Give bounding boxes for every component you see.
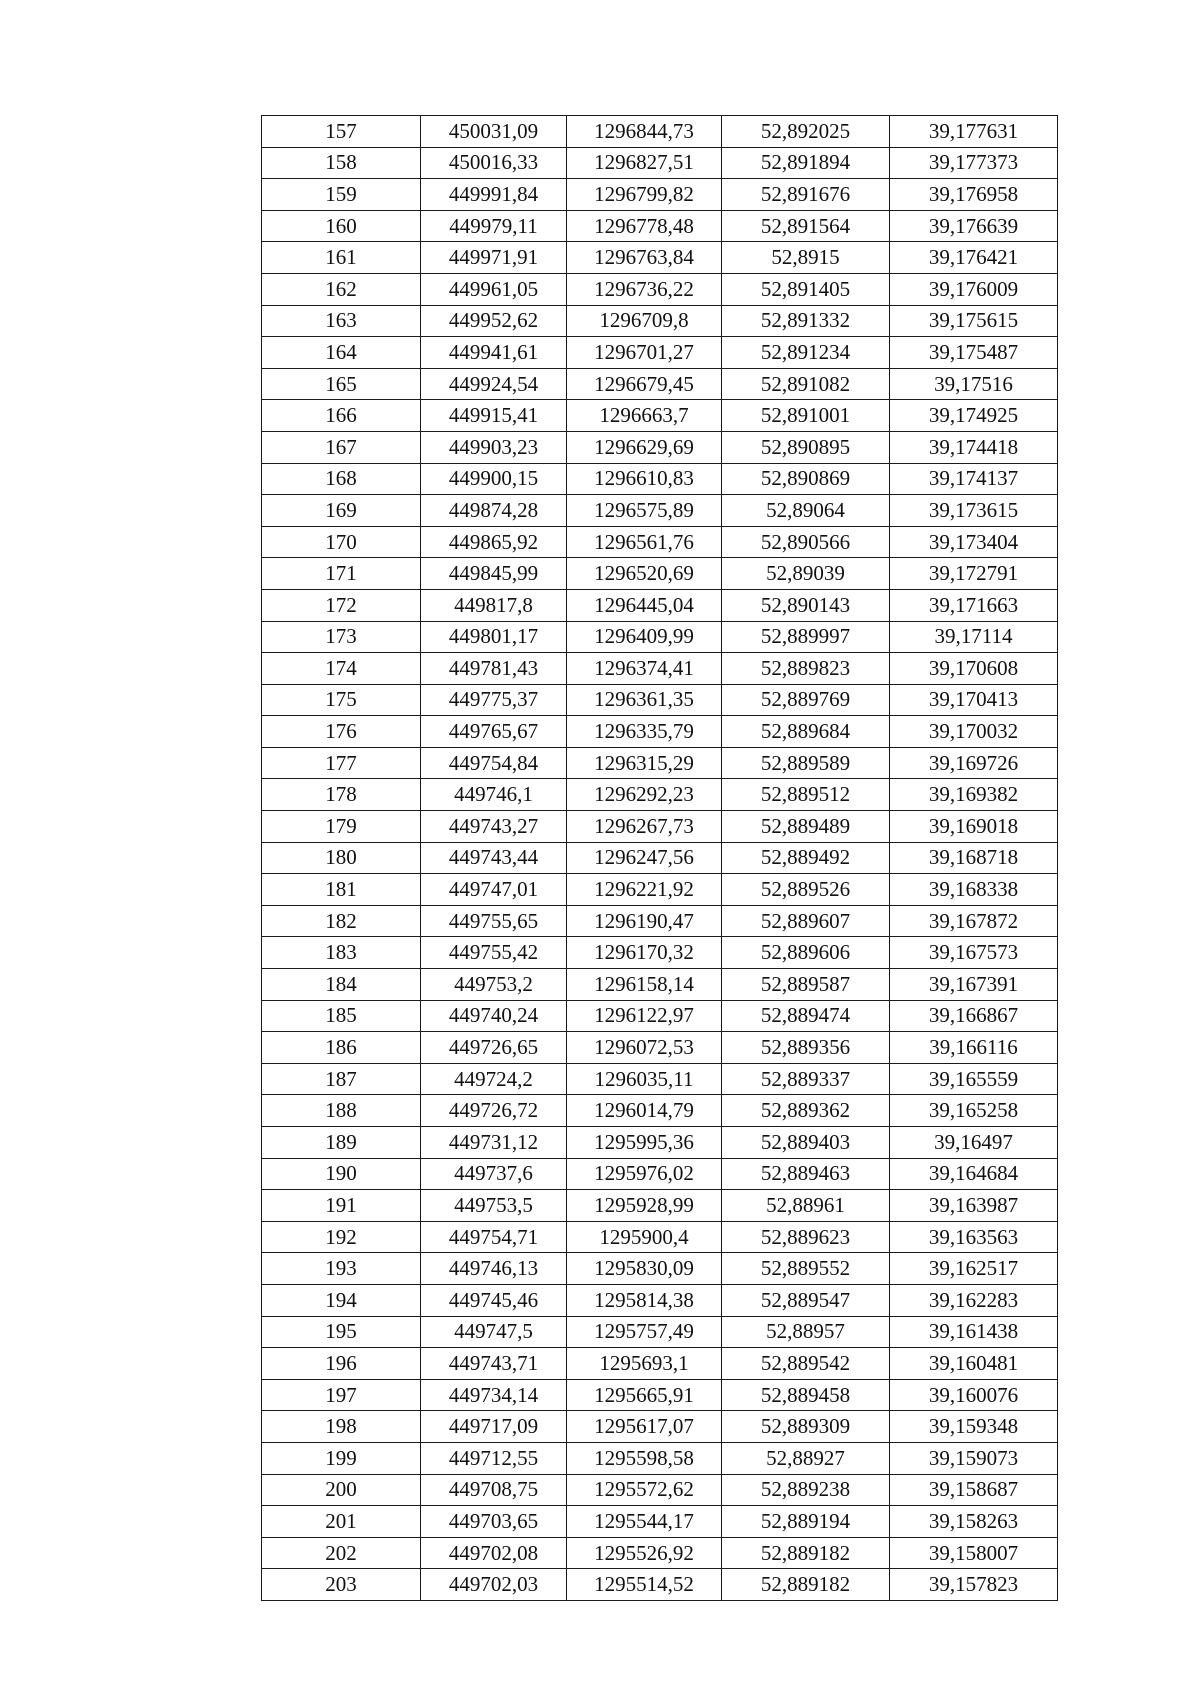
point-number-cell: 187 (262, 1063, 421, 1095)
y-coordinate-cell: 1296335,79 (567, 716, 722, 748)
x-coordinate-cell: 449817,8 (421, 589, 567, 621)
coordinates-table-body (262, 116, 1058, 1601)
table-row (262, 116, 1058, 148)
y-coordinate-cell: 1296679,45 (567, 368, 722, 400)
point-number-cell: 181 (262, 874, 421, 906)
y-coordinate-cell: 1296221,92 (567, 874, 722, 906)
latitude-cell: 52,889463 (722, 1158, 890, 1190)
longitude-cell: 39,162283 (890, 1284, 1058, 1316)
latitude-cell: 52,889547 (722, 1284, 890, 1316)
y-coordinate-cell: 1296035,11 (567, 1063, 722, 1095)
y-coordinate-cell: 1296844,73 (567, 116, 722, 148)
table-row (262, 684, 1058, 716)
point-number-cell: 194 (262, 1284, 421, 1316)
y-coordinate-cell: 1296315,29 (567, 747, 722, 779)
x-coordinate-cell: 449726,72 (421, 1095, 567, 1127)
latitude-cell: 52,889997 (722, 621, 890, 653)
latitude-cell: 52,891676 (722, 179, 890, 211)
table-row (262, 368, 1058, 400)
y-coordinate-cell: 1296158,14 (567, 969, 722, 1001)
point-number-cell: 173 (262, 621, 421, 653)
y-coordinate-cell: 1296629,69 (567, 431, 722, 463)
point-number-cell: 176 (262, 716, 421, 748)
longitude-cell: 39,159348 (890, 1411, 1058, 1443)
y-coordinate-cell: 1296575,89 (567, 495, 722, 527)
x-coordinate-cell: 449753,5 (421, 1190, 567, 1222)
longitude-cell: 39,169726 (890, 747, 1058, 779)
x-coordinate-cell: 449754,84 (421, 747, 567, 779)
point-number-cell: 203 (262, 1569, 421, 1601)
latitude-cell: 52,889623 (722, 1221, 890, 1253)
longitude-cell: 39,168338 (890, 874, 1058, 906)
longitude-cell: 39,166116 (890, 1032, 1058, 1064)
point-number-cell: 199 (262, 1442, 421, 1474)
y-coordinate-cell: 1296292,23 (567, 779, 722, 811)
longitude-cell: 39,174418 (890, 431, 1058, 463)
latitude-cell: 52,8915 (722, 242, 890, 274)
table-row (262, 1316, 1058, 1348)
table-row (262, 1411, 1058, 1443)
longitude-cell: 39,167573 (890, 937, 1058, 969)
point-number-cell: 200 (262, 1474, 421, 1506)
point-number-cell: 163 (262, 305, 421, 337)
table-row (262, 1506, 1058, 1538)
longitude-cell: 39,173404 (890, 526, 1058, 558)
latitude-cell: 52,89064 (722, 495, 890, 527)
x-coordinate-cell: 449915,41 (421, 400, 567, 432)
x-coordinate-cell: 449991,84 (421, 179, 567, 211)
x-coordinate-cell: 449903,23 (421, 431, 567, 463)
x-coordinate-cell: 449865,92 (421, 526, 567, 558)
x-coordinate-cell: 449746,13 (421, 1253, 567, 1285)
longitude-cell: 39,173615 (890, 495, 1058, 527)
y-coordinate-cell: 1296701,27 (567, 337, 722, 369)
point-number-cell: 159 (262, 179, 421, 211)
table-row (262, 558, 1058, 590)
y-coordinate-cell: 1295544,17 (567, 1506, 722, 1538)
latitude-cell: 52,891564 (722, 210, 890, 242)
x-coordinate-cell: 449747,01 (421, 874, 567, 906)
table-row (262, 495, 1058, 527)
point-number-cell: 162 (262, 273, 421, 305)
latitude-cell: 52,89039 (722, 558, 890, 590)
point-number-cell: 175 (262, 684, 421, 716)
y-coordinate-cell: 1296409,99 (567, 621, 722, 653)
table-row (262, 1348, 1058, 1380)
latitude-cell: 52,88957 (722, 1316, 890, 1348)
y-coordinate-cell: 1295598,58 (567, 1442, 722, 1474)
y-coordinate-cell: 1296361,35 (567, 684, 722, 716)
longitude-cell: 39,162517 (890, 1253, 1058, 1285)
latitude-cell: 52,889362 (722, 1095, 890, 1127)
x-coordinate-cell: 449703,65 (421, 1506, 567, 1538)
table-row (262, 842, 1058, 874)
x-coordinate-cell: 449845,99 (421, 558, 567, 590)
latitude-cell: 52,889458 (722, 1379, 890, 1411)
point-number-cell: 198 (262, 1411, 421, 1443)
table-row (262, 779, 1058, 811)
longitude-cell: 39,174137 (890, 463, 1058, 495)
point-number-cell: 165 (262, 368, 421, 400)
latitude-cell: 52,890566 (722, 526, 890, 558)
point-number-cell: 201 (262, 1506, 421, 1538)
x-coordinate-cell: 449979,11 (421, 210, 567, 242)
table-row (262, 1000, 1058, 1032)
x-coordinate-cell: 449717,09 (421, 1411, 567, 1443)
longitude-cell: 39,159073 (890, 1442, 1058, 1474)
table-row (262, 210, 1058, 242)
x-coordinate-cell: 449702,08 (421, 1537, 567, 1569)
table-row (262, 874, 1058, 906)
longitude-cell: 39,170413 (890, 684, 1058, 716)
y-coordinate-cell: 1295830,09 (567, 1253, 722, 1285)
x-coordinate-cell: 449731,12 (421, 1127, 567, 1159)
latitude-cell: 52,889512 (722, 779, 890, 811)
point-number-cell: 196 (262, 1348, 421, 1380)
latitude-cell: 52,891234 (722, 337, 890, 369)
y-coordinate-cell: 1296610,83 (567, 463, 722, 495)
longitude-cell: 39,170608 (890, 653, 1058, 685)
longitude-cell: 39,172791 (890, 558, 1058, 590)
table-row (262, 431, 1058, 463)
table-row (262, 1127, 1058, 1159)
point-number-cell: 193 (262, 1253, 421, 1285)
table-row (262, 337, 1058, 369)
y-coordinate-cell: 1296663,7 (567, 400, 722, 432)
longitude-cell: 39,171663 (890, 589, 1058, 621)
latitude-cell: 52,889489 (722, 811, 890, 843)
y-coordinate-cell: 1296827,51 (567, 147, 722, 179)
table-row (262, 1442, 1058, 1474)
y-coordinate-cell: 1295514,52 (567, 1569, 722, 1601)
longitude-cell: 39,174925 (890, 400, 1058, 432)
longitude-cell: 39,165258 (890, 1095, 1058, 1127)
latitude-cell: 52,889684 (722, 716, 890, 748)
x-coordinate-cell: 449712,55 (421, 1442, 567, 1474)
table-row (262, 1253, 1058, 1285)
longitude-cell: 39,176958 (890, 179, 1058, 211)
longitude-cell: 39,158007 (890, 1537, 1058, 1569)
y-coordinate-cell: 1296374,41 (567, 653, 722, 685)
x-coordinate-cell: 449781,43 (421, 653, 567, 685)
x-coordinate-cell: 449754,71 (421, 1221, 567, 1253)
longitude-cell: 39,176009 (890, 273, 1058, 305)
table-row (262, 905, 1058, 937)
latitude-cell: 52,889589 (722, 747, 890, 779)
table-row (262, 179, 1058, 211)
table-row (262, 1063, 1058, 1095)
latitude-cell: 52,891332 (722, 305, 890, 337)
y-coordinate-cell: 1296778,48 (567, 210, 722, 242)
point-number-cell: 171 (262, 558, 421, 590)
x-coordinate-cell: 449971,91 (421, 242, 567, 274)
longitude-cell: 39,169382 (890, 779, 1058, 811)
x-coordinate-cell: 449755,65 (421, 905, 567, 937)
point-number-cell: 161 (262, 242, 421, 274)
x-coordinate-cell: 449746,1 (421, 779, 567, 811)
x-coordinate-cell: 449952,62 (421, 305, 567, 337)
x-coordinate-cell: 449724,2 (421, 1063, 567, 1095)
point-number-cell: 166 (262, 400, 421, 432)
point-number-cell: 202 (262, 1537, 421, 1569)
longitude-cell: 39,167391 (890, 969, 1058, 1001)
y-coordinate-cell: 1295572,62 (567, 1474, 722, 1506)
x-coordinate-cell: 449924,54 (421, 368, 567, 400)
latitude-cell: 52,889607 (722, 905, 890, 937)
y-coordinate-cell: 1296445,04 (567, 589, 722, 621)
latitude-cell: 52,889823 (722, 653, 890, 685)
table-row (262, 1032, 1058, 1064)
x-coordinate-cell: 449747,5 (421, 1316, 567, 1348)
longitude-cell: 39,160481 (890, 1348, 1058, 1380)
longitude-cell: 39,165559 (890, 1063, 1058, 1095)
y-coordinate-cell: 1296014,79 (567, 1095, 722, 1127)
y-coordinate-cell: 1296122,97 (567, 1000, 722, 1032)
table-row (262, 747, 1058, 779)
latitude-cell: 52,890869 (722, 463, 890, 495)
table-row (262, 463, 1058, 495)
y-coordinate-cell: 1296247,56 (567, 842, 722, 874)
table-row (262, 969, 1058, 1001)
point-number-cell: 182 (262, 905, 421, 937)
table-row (262, 621, 1058, 653)
y-coordinate-cell: 1295617,07 (567, 1411, 722, 1443)
longitude-cell: 39,170032 (890, 716, 1058, 748)
coordinates-table (261, 115, 1058, 1601)
x-coordinate-cell: 449745,46 (421, 1284, 567, 1316)
y-coordinate-cell: 1296709,8 (567, 305, 722, 337)
latitude-cell: 52,889403 (722, 1127, 890, 1159)
table-row (262, 1221, 1058, 1253)
table-row (262, 1537, 1058, 1569)
point-number-cell: 158 (262, 147, 421, 179)
table-row (262, 1095, 1058, 1127)
point-number-cell: 179 (262, 811, 421, 843)
y-coordinate-cell: 1295665,91 (567, 1379, 722, 1411)
latitude-cell: 52,889474 (722, 1000, 890, 1032)
point-number-cell: 180 (262, 842, 421, 874)
x-coordinate-cell: 449740,24 (421, 1000, 567, 1032)
x-coordinate-cell: 450031,09 (421, 116, 567, 148)
latitude-cell: 52,889606 (722, 937, 890, 969)
latitude-cell: 52,889492 (722, 842, 890, 874)
point-number-cell: 178 (262, 779, 421, 811)
x-coordinate-cell: 449801,17 (421, 621, 567, 653)
longitude-cell: 39,176639 (890, 210, 1058, 242)
point-number-cell: 167 (262, 431, 421, 463)
point-number-cell: 189 (262, 1127, 421, 1159)
point-number-cell: 160 (262, 210, 421, 242)
longitude-cell: 39,158687 (890, 1474, 1058, 1506)
longitude-cell: 39,166867 (890, 1000, 1058, 1032)
point-number-cell: 177 (262, 747, 421, 779)
point-number-cell: 168 (262, 463, 421, 495)
table-row (262, 1284, 1058, 1316)
longitude-cell: 39,175615 (890, 305, 1058, 337)
table-row (262, 242, 1058, 274)
x-coordinate-cell: 449743,71 (421, 1348, 567, 1380)
latitude-cell: 52,889182 (722, 1537, 890, 1569)
y-coordinate-cell: 1296799,82 (567, 179, 722, 211)
longitude-cell: 39,160076 (890, 1379, 1058, 1411)
longitude-cell: 39,161438 (890, 1316, 1058, 1348)
longitude-cell: 39,17114 (890, 621, 1058, 653)
y-coordinate-cell: 1295757,49 (567, 1316, 722, 1348)
latitude-cell: 52,891405 (722, 273, 890, 305)
x-coordinate-cell: 449743,27 (421, 811, 567, 843)
table-row (262, 811, 1058, 843)
latitude-cell: 52,889542 (722, 1348, 890, 1380)
point-number-cell: 195 (262, 1316, 421, 1348)
x-coordinate-cell: 449734,14 (421, 1379, 567, 1411)
point-number-cell: 170 (262, 526, 421, 558)
y-coordinate-cell: 1296763,84 (567, 242, 722, 274)
latitude-cell: 52,891001 (722, 400, 890, 432)
table-row (262, 147, 1058, 179)
latitude-cell: 52,889356 (722, 1032, 890, 1064)
y-coordinate-cell: 1295900,4 (567, 1221, 722, 1253)
latitude-cell: 52,889552 (722, 1253, 890, 1285)
latitude-cell: 52,891082 (722, 368, 890, 400)
table-row (262, 716, 1058, 748)
y-coordinate-cell: 1295526,92 (567, 1537, 722, 1569)
latitude-cell: 52,890143 (722, 589, 890, 621)
longitude-cell: 39,177631 (890, 116, 1058, 148)
longitude-cell: 39,163563 (890, 1221, 1058, 1253)
latitude-cell: 52,88927 (722, 1442, 890, 1474)
latitude-cell: 52,890895 (722, 431, 890, 463)
longitude-cell: 39,177373 (890, 147, 1058, 179)
longitude-cell: 39,176421 (890, 242, 1058, 274)
longitude-cell: 39,168718 (890, 842, 1058, 874)
y-coordinate-cell: 1296072,53 (567, 1032, 722, 1064)
table-row (262, 273, 1058, 305)
x-coordinate-cell: 449765,67 (421, 716, 567, 748)
x-coordinate-cell: 449753,2 (421, 969, 567, 1001)
y-coordinate-cell: 1296190,47 (567, 905, 722, 937)
point-number-cell: 192 (262, 1221, 421, 1253)
y-coordinate-cell: 1295995,36 (567, 1127, 722, 1159)
point-number-cell: 183 (262, 937, 421, 969)
longitude-cell: 39,167872 (890, 905, 1058, 937)
x-coordinate-cell: 449708,75 (421, 1474, 567, 1506)
y-coordinate-cell: 1296170,32 (567, 937, 722, 969)
table-row (262, 526, 1058, 558)
y-coordinate-cell: 1296520,69 (567, 558, 722, 590)
table-row (262, 1569, 1058, 1601)
point-number-cell: 184 (262, 969, 421, 1001)
table-row (262, 1474, 1058, 1506)
table-row (262, 589, 1058, 621)
x-coordinate-cell: 449755,42 (421, 937, 567, 969)
longitude-cell: 39,175487 (890, 337, 1058, 369)
latitude-cell: 52,889769 (722, 684, 890, 716)
point-number-cell: 174 (262, 653, 421, 685)
latitude-cell: 52,88961 (722, 1190, 890, 1222)
point-number-cell: 172 (262, 589, 421, 621)
latitude-cell: 52,889194 (722, 1506, 890, 1538)
latitude-cell: 52,892025 (722, 116, 890, 148)
y-coordinate-cell: 1295928,99 (567, 1190, 722, 1222)
latitude-cell: 52,889587 (722, 969, 890, 1001)
x-coordinate-cell: 450016,33 (421, 147, 567, 179)
table-row (262, 653, 1058, 685)
latitude-cell: 52,889182 (722, 1569, 890, 1601)
point-number-cell: 190 (262, 1158, 421, 1190)
y-coordinate-cell: 1296736,22 (567, 273, 722, 305)
table-row (262, 305, 1058, 337)
longitude-cell: 39,17516 (890, 368, 1058, 400)
x-coordinate-cell: 449775,37 (421, 684, 567, 716)
x-coordinate-cell: 449737,6 (421, 1158, 567, 1190)
y-coordinate-cell: 1295693,1 (567, 1348, 722, 1380)
x-coordinate-cell: 449702,03 (421, 1569, 567, 1601)
point-number-cell: 169 (262, 495, 421, 527)
point-number-cell: 185 (262, 1000, 421, 1032)
x-coordinate-cell: 449743,44 (421, 842, 567, 874)
longitude-cell: 39,157823 (890, 1569, 1058, 1601)
x-coordinate-cell: 449726,65 (421, 1032, 567, 1064)
y-coordinate-cell: 1295976,02 (567, 1158, 722, 1190)
longitude-cell: 39,16497 (890, 1127, 1058, 1159)
latitude-cell: 52,889526 (722, 874, 890, 906)
x-coordinate-cell: 449900,15 (421, 463, 567, 495)
y-coordinate-cell: 1296561,76 (567, 526, 722, 558)
point-number-cell: 188 (262, 1095, 421, 1127)
longitude-cell: 39,164684 (890, 1158, 1058, 1190)
latitude-cell: 52,889238 (722, 1474, 890, 1506)
table-row (262, 400, 1058, 432)
table-row (262, 937, 1058, 969)
point-number-cell: 157 (262, 116, 421, 148)
longitude-cell: 39,158263 (890, 1506, 1058, 1538)
longitude-cell: 39,163987 (890, 1190, 1058, 1222)
x-coordinate-cell: 449874,28 (421, 495, 567, 527)
latitude-cell: 52,891894 (722, 147, 890, 179)
table-row (262, 1158, 1058, 1190)
point-number-cell: 191 (262, 1190, 421, 1222)
latitude-cell: 52,889309 (722, 1411, 890, 1443)
y-coordinate-cell: 1296267,73 (567, 811, 722, 843)
table-row (262, 1190, 1058, 1222)
point-number-cell: 164 (262, 337, 421, 369)
y-coordinate-cell: 1295814,38 (567, 1284, 722, 1316)
point-number-cell: 186 (262, 1032, 421, 1064)
longitude-cell: 39,169018 (890, 811, 1058, 843)
x-coordinate-cell: 449941,61 (421, 337, 567, 369)
table-row (262, 1379, 1058, 1411)
latitude-cell: 52,889337 (722, 1063, 890, 1095)
x-coordinate-cell: 449961,05 (421, 273, 567, 305)
point-number-cell: 197 (262, 1379, 421, 1411)
